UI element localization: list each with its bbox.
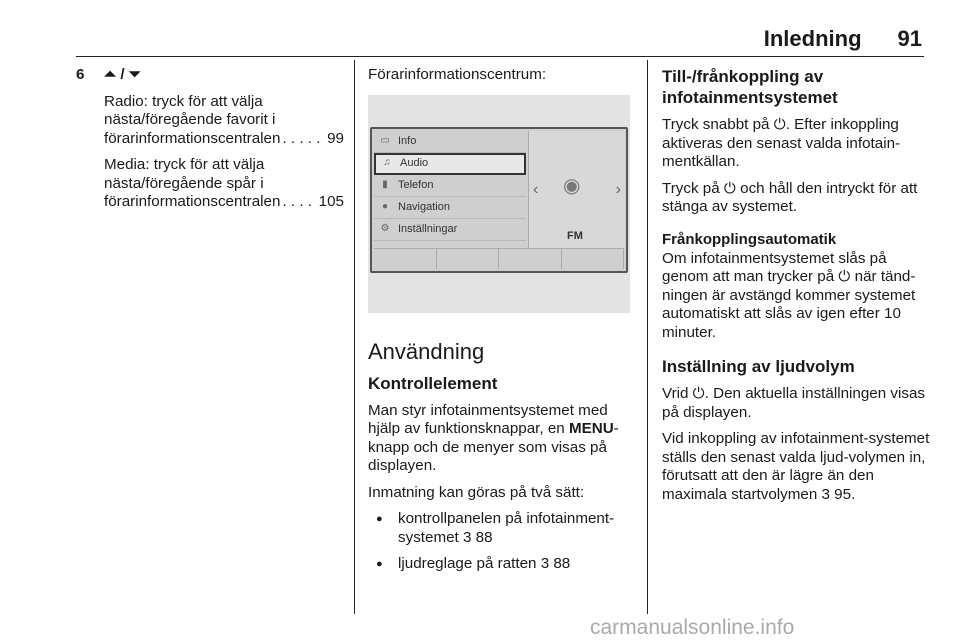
music-note-icon: ♫: [383, 157, 391, 169]
entry-line: Media: tryck för att välja: [104, 156, 265, 173]
page-ref[interactable]: 105: [318, 193, 344, 210]
control-item-6: [76, 66, 344, 212]
menu-key-name: MENU: [568, 420, 614, 437]
entry-label: förarinformationscentralen: [104, 193, 281, 210]
entry-line: nästa/föregående spår i: [104, 174, 264, 192]
paragraph: Om infotainmentsystemet slås på genom att man trycker på ⏻ när tänd-ningen är avstängd kommer systemet automatiskt att slås av igen efter 10 minuter.: [662, 249, 916, 341]
paragraph: Vrid ⏻. Den aktuella inställningen visas på displayen.: [662, 385, 926, 421]
phone-icon: ▮: [382, 178, 388, 190]
auto-off-heading: Frånkopplingsautomatik: [662, 230, 837, 248]
text-run: Man styr infotainmentsystemet med hjälp av funktionsknappar, en: [368, 401, 608, 437]
section-heading: Användning: [368, 338, 485, 364]
intro-paragraph: [368, 402, 633, 476]
leader-dots: [282, 130, 325, 149]
column-1: [76, 66, 344, 220]
chevron-left-icon: ‹: [533, 180, 539, 198]
infotainment-display-figure: [368, 95, 630, 313]
page-ref[interactable]: 99: [327, 129, 344, 147]
chevron-right-icon: ›: [615, 180, 621, 198]
entry-line: Radio: tryck för att välja: [104, 92, 263, 110]
menu-item-installningar: [374, 219, 526, 241]
column-divider-2: [647, 60, 648, 614]
leader-dots: [282, 193, 316, 212]
entry-media: [104, 156, 344, 212]
radio-antenna-icon: ◉: [563, 174, 581, 197]
item-number: 6: [76, 66, 85, 83]
page-number: 91: [897, 26, 922, 51]
display-menu: [374, 131, 526, 241]
input-paragraph: Inmatning kan göras på två sätt:: [368, 483, 585, 501]
entry-line: nästa/föregående favorit i: [104, 111, 276, 128]
figure-caption: Förarinformationscentrum:: [368, 66, 547, 83]
onoff-heading: Till-/frånkoppling av infotainmentsystemet: [662, 67, 838, 107]
volume-heading: Inställning av ljudvolym: [662, 357, 855, 376]
menu-item-info: [374, 131, 526, 153]
menu-item-telefon: [374, 175, 526, 197]
entry-label: förarinformationscentralen: [104, 129, 281, 147]
text-run: -knapp och de menyer som visas på displayen.: [368, 420, 619, 474]
watermark: carmanualsonline.info: [590, 616, 795, 639]
menu-label: Info: [398, 134, 417, 147]
menu-label: Navigation: [398, 200, 450, 213]
section-title: Inledning: [763, 26, 862, 51]
menu-label: Audio: [400, 157, 429, 170]
compass-icon: ●: [381, 200, 389, 212]
list-item: ● ljudreglage på ratten 3 88: [368, 555, 633, 574]
column-divider-1: [354, 60, 355, 614]
band-label: FM: [567, 229, 583, 242]
info-icon: ▭: [380, 134, 390, 146]
subsection-heading: Kontrollelement: [368, 373, 498, 393]
prev-next-buttons-icon: ⏶ / ⏷: [104, 66, 141, 83]
display-softkey-bar: [374, 248, 624, 269]
menu-item-audio: [374, 153, 526, 175]
display-screen: [370, 127, 628, 273]
column-3: [662, 66, 934, 512]
menu-label: Inställningar: [398, 222, 458, 235]
audio-source-panel: [528, 131, 625, 249]
input-methods-list: [368, 510, 633, 574]
column-2: [368, 66, 633, 582]
entry-radio: [104, 93, 344, 149]
menu-label: Telefon: [398, 178, 434, 191]
list-item: ● kontrollpanelen på infotainment-systemet 3 88: [368, 510, 633, 547]
entry-ref[interactable]: [104, 130, 344, 149]
gear-icon: ⚙: [380, 222, 390, 234]
header-rule: [76, 56, 924, 57]
paragraph: Tryck snabbt på ⏻. Efter inkoppling aktiveras den senast valda infotain-mentkällan.: [662, 116, 901, 170]
paragraph: Vid inkoppling av infotainment-systemet ställs den senast valda ljud-volymen in, förutsatt att den är lägre än den maximala startvolymen 3 95.: [662, 430, 930, 503]
page-header: [764, 26, 922, 52]
paragraph: Tryck på ⏻ och håll den intryckt för att stänga av systemet.: [662, 179, 918, 215]
entry-ref[interactable]: [104, 193, 344, 212]
menu-item-navigation: [374, 197, 526, 219]
